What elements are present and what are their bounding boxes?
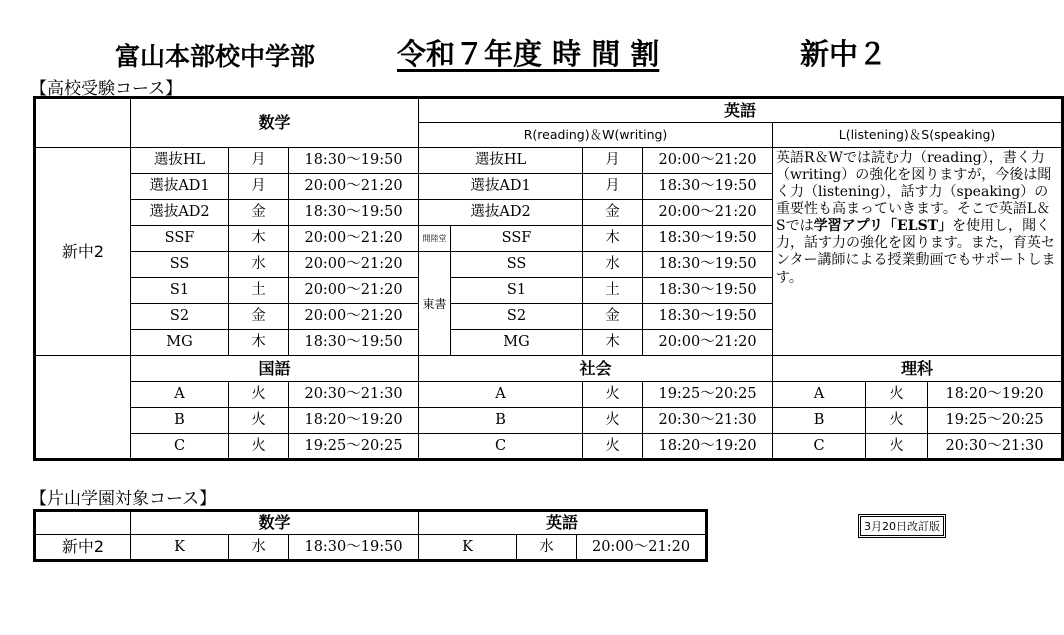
corner-cell (35, 98, 131, 148)
japanese-day: 火 (229, 434, 289, 460)
math-class: 選抜HL (131, 148, 229, 174)
english-time: 18:30～19:50 (643, 226, 773, 252)
social-day: 火 (583, 382, 643, 408)
science-class: B (773, 408, 866, 434)
japanese-time: 20:30～21:30 (289, 382, 419, 408)
course-label-koko: 【高校受験コース】 (30, 79, 183, 99)
english-class: SS (451, 252, 583, 278)
science-class: C (773, 434, 866, 460)
grade-cell: 新中2 (35, 535, 131, 561)
english-time: 18:30～19:50 (643, 304, 773, 330)
math-day: 金 (229, 200, 289, 226)
math-time: 18:30～19:50 (289, 200, 419, 226)
grade-cell: 新中2 (35, 148, 131, 356)
math-class: S1 (131, 278, 229, 304)
english-class: 選抜HL (419, 148, 583, 174)
math-day: 水 (229, 252, 289, 278)
social-header: 社会 (419, 356, 773, 382)
english-class: K (419, 535, 517, 561)
japanese-time: 18:20～19:20 (289, 408, 419, 434)
english-time: 20:00～21:20 (643, 330, 773, 356)
english-time: 20:00～21:20 (577, 535, 707, 561)
science-time: 18:20～19:20 (928, 382, 1063, 408)
science-time: 20:30～21:30 (928, 434, 1063, 460)
math-day: 月 (229, 148, 289, 174)
social-day: 火 (583, 434, 643, 460)
math-class: SS (131, 252, 229, 278)
social-time: 19:25～20:25 (643, 382, 773, 408)
school-name: 富山本部校中学部 (115, 42, 316, 71)
social-class: B (419, 408, 583, 434)
math-day: 土 (229, 278, 289, 304)
english-time: 20:00～21:20 (643, 148, 773, 174)
english-day: 金 (583, 304, 643, 330)
math-header: 数学 (131, 98, 419, 148)
english-class: SSF (451, 226, 583, 252)
science-day: 火 (866, 382, 928, 408)
english-ls-note: 英語R＆Wでは読む力（reading），書く力（writing）の強化を図りますが，今後は聞く力（listening），話す力（speaking）の重要性も高まっていきます。そこで英語L＆Sでは学習アプリ「ELST」を使用し，聞く力，話す力の強化を図ります。また，育英センター講師による授業動画でもサポートします。 (773, 148, 1063, 356)
science-class: A (773, 382, 866, 408)
math-time: 18:30～19:50 (289, 148, 419, 174)
japanese-day: 火 (229, 408, 289, 434)
english-class: S1 (451, 278, 583, 304)
textbook-tag-kaiho: 開陸堂 (419, 226, 451, 252)
math-class: 選抜AD1 (131, 174, 229, 200)
english-time: 18:30～19:50 (643, 174, 773, 200)
english-class: 選抜AD2 (419, 200, 583, 226)
social-class: C (419, 434, 583, 460)
math-time: 20:00～21:20 (289, 304, 419, 330)
math-class: K (131, 535, 229, 561)
page-title: 令和７年度 時 間 割 (397, 37, 660, 71)
english-day: 木 (583, 226, 643, 252)
science-day: 火 (866, 434, 928, 460)
social-time: 18:20～19:20 (643, 434, 773, 460)
math-time: 20:00～21:20 (289, 226, 419, 252)
math-class: 選抜AD2 (131, 200, 229, 226)
social-time: 20:30～21:30 (643, 408, 773, 434)
english-day: 水 (517, 535, 577, 561)
social-day: 火 (583, 408, 643, 434)
english-header: 英語 (419, 98, 1063, 123)
math-day: 月 (229, 174, 289, 200)
math-day: 木 (229, 226, 289, 252)
japanese-day: 火 (229, 382, 289, 408)
math-time: 20:00～21:20 (289, 174, 419, 200)
japanese-class: C (131, 434, 229, 460)
course-label-katayama: 【片山学園対象コース】 (30, 489, 217, 509)
schedule-table-koko (33, 96, 1064, 461)
math-time: 20:00～21:20 (289, 252, 419, 278)
math-time: 18:30～19:50 (289, 330, 419, 356)
english-class: MG (451, 330, 583, 356)
revision-label: 3月20日改訂版 (860, 516, 944, 536)
social-class: A (419, 382, 583, 408)
english-time: 20:00～21:20 (643, 200, 773, 226)
english-class: 選抜AD1 (419, 174, 583, 200)
english-day: 木 (583, 330, 643, 356)
english-time: 18:30～19:50 (643, 252, 773, 278)
lower-left-cell (35, 356, 131, 460)
math-day: 木 (229, 330, 289, 356)
english-time: 18:30～19:50 (643, 278, 773, 304)
math-class: MG (131, 330, 229, 356)
english-rw-header: R(reading)＆W(writing) (419, 123, 773, 148)
japanese-class: A (131, 382, 229, 408)
science-header: 理科 (773, 356, 1063, 382)
math-time: 18:30～19:50 (289, 535, 419, 561)
corner-cell (35, 511, 131, 535)
math-time: 20:00～21:20 (289, 278, 419, 304)
english-ls-header: L(listening)＆S(speaking) (773, 123, 1063, 148)
schedule-table-katayama (33, 509, 708, 562)
science-day: 火 (866, 408, 928, 434)
math-class: SSF (131, 226, 229, 252)
math-class: S2 (131, 304, 229, 330)
textbook-tag-tosho: 東書 (419, 252, 451, 356)
science-time: 19:25～20:25 (928, 408, 1063, 434)
grade-title: 新中２ (800, 37, 888, 71)
english-day: 水 (583, 252, 643, 278)
math-day: 水 (229, 535, 289, 561)
english-day: 金 (583, 200, 643, 226)
english-day: 月 (583, 174, 643, 200)
math-day: 金 (229, 304, 289, 330)
english-header: 英語 (419, 511, 707, 535)
japanese-class: B (131, 408, 229, 434)
revision-badge (858, 514, 946, 538)
japanese-time: 19:25～20:25 (289, 434, 419, 460)
japanese-header: 国語 (131, 356, 419, 382)
english-day: 月 (583, 148, 643, 174)
math-header: 数学 (131, 511, 419, 535)
english-class: S2 (451, 304, 583, 330)
english-day: 土 (583, 278, 643, 304)
